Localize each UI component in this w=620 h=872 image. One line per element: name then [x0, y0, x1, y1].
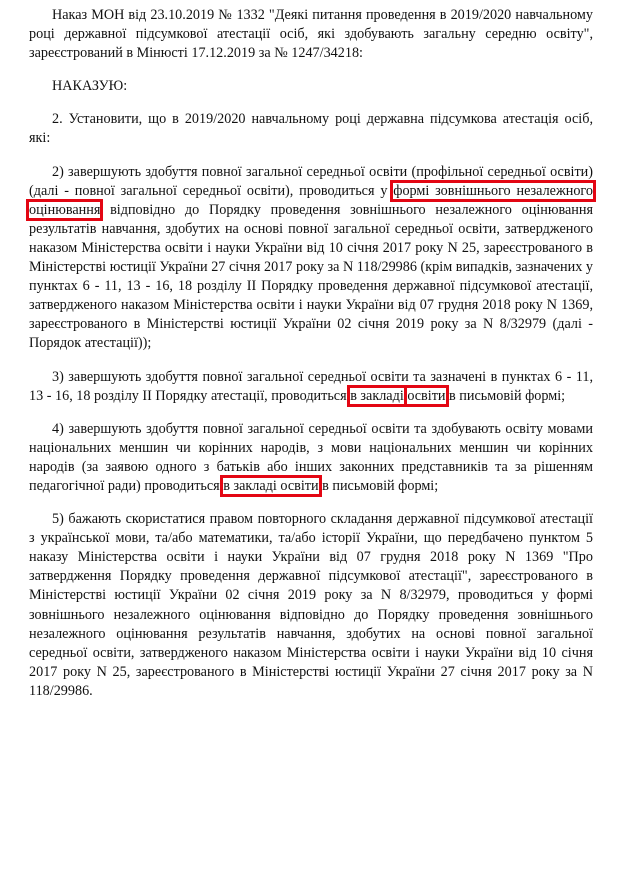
subitem-5-paragraph: 5) бажають скористатися правом повторного складання державної підсумкової атестації з української мови, та/або математики, та/або історії України, що передбачено пунктом 5 наказу Міністерства освіти і науки України від 07 грудня 2018 року N 1369 "Про затвердження Порядку проведення державної підсумкової атестації", зареєстрованого в Міністерстві юстиції України 02 січня 2019 року за N 8/32979, проводиться у формі зовнішнього незалежного оцінювання відповідно до Порядку проведення зовнішнього незалежного оцінювання результатів навчання, здобутих на основі повної загальної середньої освіти, затвердженого наказом Міністерства освіти і науки України від 10 січня 2017 року N 25, зареєстрованого в Міністерстві юстиції України 27 січня 2017 року за N 118/29986.	[29, 511, 593, 699]
highlight-osvity: освіти	[407, 387, 446, 404]
highlight-v-zakladi-osvity: в закладі освіти	[223, 477, 319, 494]
nakazuyu-heading: НАКАЗУЮ:	[52, 78, 128, 95]
intro-paragraph: Наказ МОН від 23.10.2019 № 1332 "Деякі питання проведення в 2019/2020 навчальному році державної підсумкової атестації осіб, які здобувають загальну середню освіту", зареєстрований в Мінюсті 17.12.2019 за № 1247/34218:	[29, 7, 593, 62]
subitem-3-paragraph	[29, 368, 593, 406]
spacer	[29, 406, 593, 420]
spacer	[29, 63, 593, 77]
spacer	[29, 96, 593, 110]
spacer	[29, 354, 593, 368]
spacer	[29, 496, 593, 510]
highlight-v-zakladi: в закладі	[350, 387, 404, 404]
subitem-2-text-before: 2) завершують здобуття повної загальної середньої освіти (профільної середньої освіти) (далі - повної загальної середньої освіти), проводиться у	[29, 163, 593, 199]
highlight-zno-form: формі зовнішнього незалежного оцінювання	[29, 182, 593, 218]
subitem-3-text-after: в письмовій формі;	[445, 387, 566, 404]
item-2-paragraph: 2. Установити, що в 2019/2020 навчальному році державна підсумкова атестація осіб, які:	[29, 111, 593, 147]
subitem-4-text-after: в письмовій формі;	[318, 477, 439, 494]
subitem-2-text-after: відповідно до Порядку проведення зовнішнього незалежного оцінювання результатів навчання, здобутих на основі повної загальної середньої освіти, затвердженого наказом Міністерства освіти і науки України від 10 січня 2017 року N 25, зареєстрованого в Міністерстві юстиції України 27 січня 2017 року за N 118/29986 (крім випадків, зазначених у пунктах 6 - 11, 13 - 16, 18 розділу II Порядку проведення державної підсумкової атестації, затвердженого наказом Міністерства освіти і науки України від 07 грудня 2018 року N 1369, зареєстрованого в Міністерстві юстиції України 02 січня 2019 року за N 8/32979 (далі - Порядок атестації));	[29, 201, 593, 352]
spacer	[29, 149, 593, 163]
subitem-3-text-before: 3) завершують здобуття повної загальної середньої освіти та зазначені в пунктах 6 - 11, 13 - 16, 18 розділу II Порядку атестації, проводиться	[29, 368, 593, 404]
subitem-4-paragraph	[29, 420, 593, 496]
subitem-4-text-before: 4) завершують здобуття повної загальної середньої освіти та здобувають освіту мовами національних меншин чи корінних народів, з мови національних меншин чи корінних народів (за заявою одного з батьків або інших законних представників та за рішенням педагогічної ради) проводиться	[29, 420, 593, 494]
subitem-2-paragraph	[29, 163, 593, 354]
